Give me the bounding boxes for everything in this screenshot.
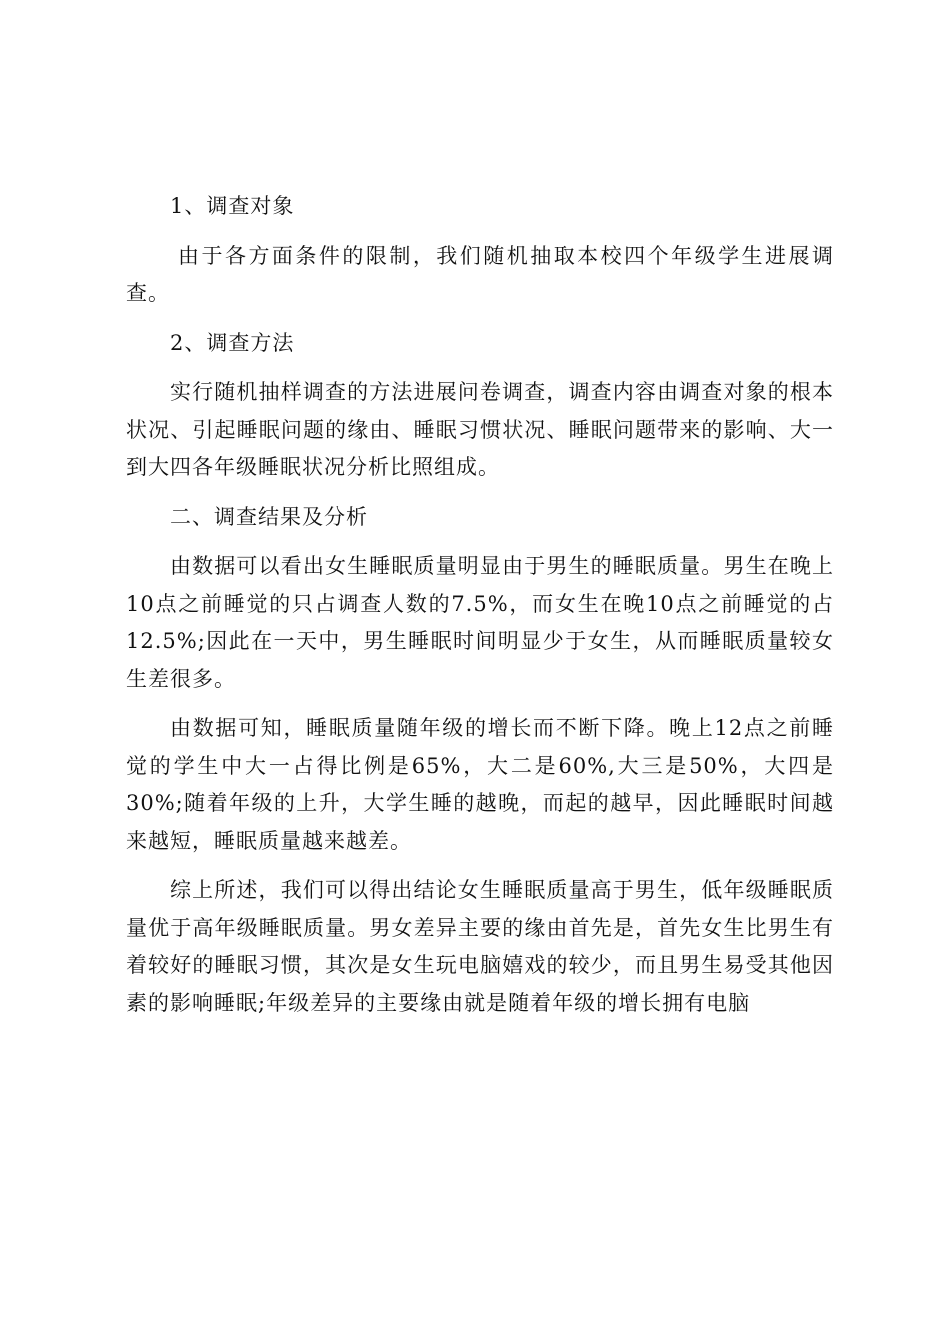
document-body [126,188,834,1034]
paragraph-gender-comparison: 由数据可以看出女生睡眠质量明显由于男生的睡眠质量。男生在晚上10点之前睡觉的只占调查人数的7.5%，而女生在晚10点之前睡觉的占12.5%;因此在一天中，男生睡眠时间明显少于女生，从而睡眠质量较女生差很多。 [126,554,834,691]
paragraph-survey-subject: 由于各方面条件的限制，我们随机抽取本校四个年级学生进展调查。 [126,243,834,305]
paragraph-survey-method: 实行随机抽样调查的方法进展问卷调查，调查内容由调查对象的根本状况、引起睡眠问题的缘由、睡眠习惯状况、睡眠问题带来的影响、大一到大四各年级睡眠状况分析比照组成。 [126,380,834,479]
section-heading-survey-subject: 1、调查对象 [170,194,295,218]
paragraph-conclusion: 综上所述，我们可以得出结论女生睡眠质量高于男生，低年级睡眠质量优于高年级睡眠质量。男女差异主要的缘由首先是，首先女生比男生有着较好的睡眠习惯，其次是女生玩电脑嬉戏的较少，而且男生易受其他因素的影响睡眠;年级差异的主要缘由就是随着年级的增长拥有电脑 [126,878,834,1015]
paragraph-grade-comparison: 由数据可知，睡眠质量随年级的增长而不断下降。晚上12点之前睡觉的学生中大一占得比例是65%，大二是60%,大三是50%，大四是30%;随着年级的上升，大学生睡的越晚，而起的越早，因此睡眠时间越来越短，睡眠质量越来越差。 [126,716,834,853]
section-heading-results-analysis: 二、调查结果及分析 [170,504,368,529]
section-heading-survey-method: 2、调查方法 [170,330,295,355]
